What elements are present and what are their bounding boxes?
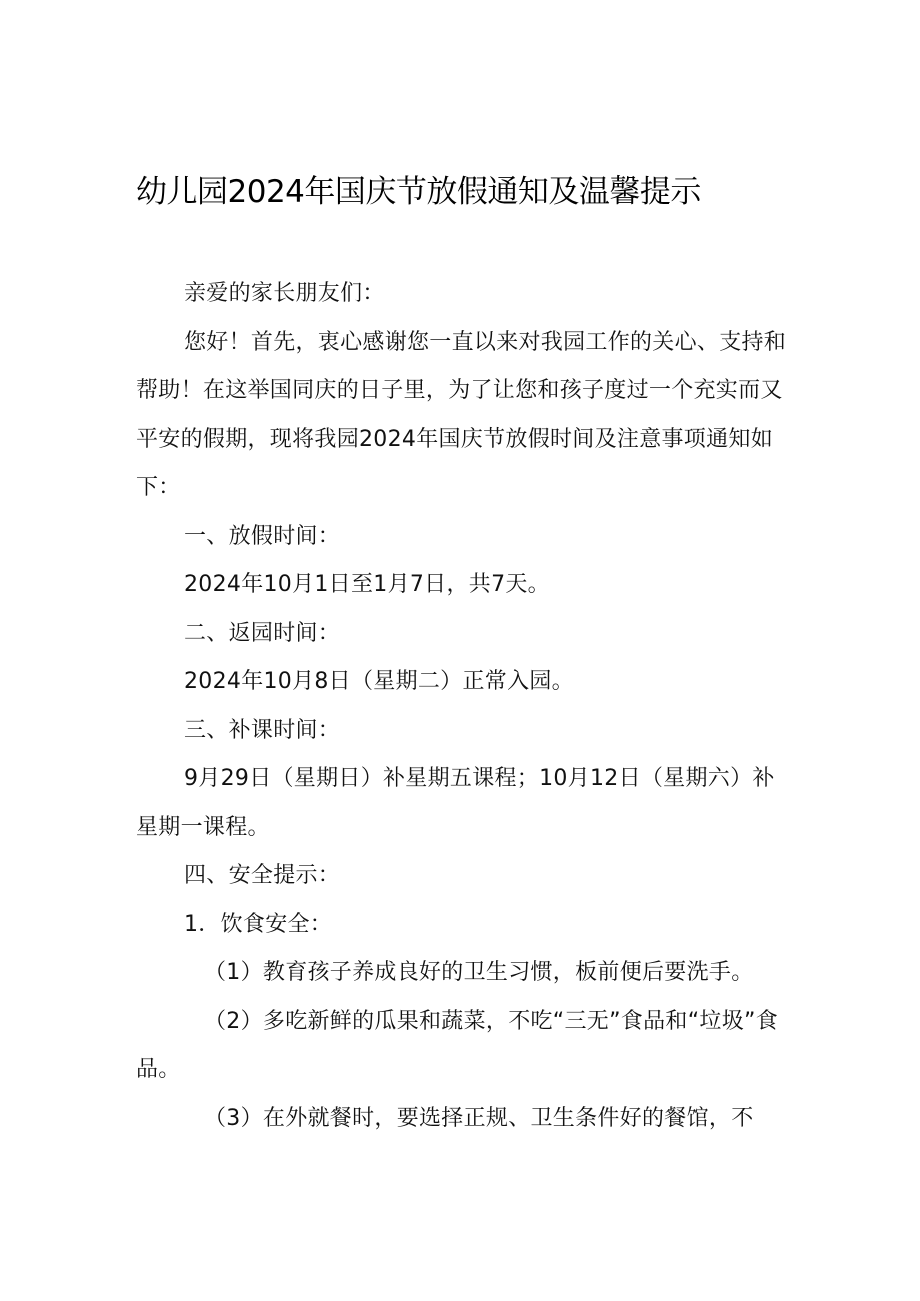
greeting: 亲爱的家长朋友们： bbox=[184, 281, 385, 306]
makeup-heading: 三、补课时间： bbox=[184, 717, 341, 743]
document-body bbox=[136, 270, 790, 1143]
makeup-text: 9月29日（星期日）补星期五课程；10月12日（星期六）补星期一课程。 bbox=[136, 766, 775, 840]
holiday-text: 2024年10月1日至1月7日，共7天。 bbox=[184, 572, 550, 597]
document-title: 幼儿园2024年国庆节放假通知及温馨提示 bbox=[136, 174, 701, 210]
intro-paragraph: 您好！首先，衷心感谢您一直以来对我园工作的关心、支持和帮助！在这举国同庆的日子里，为了让您和孩子度过一个充实而又平安的假期，现将我园2024年国庆节放假时间及注意事项通知如下： bbox=[136, 329, 787, 500]
return-text: 2024年10月8日（星期二）正常入园。 bbox=[184, 669, 574, 694]
food-item-1: （1）教育孩子养成良好的卫生习惯，板前便后要洗手。 bbox=[204, 960, 754, 985]
food-item-3: （3）在外就餐时，要选择正规、卫生条件好的餐馆，不 bbox=[204, 1105, 754, 1131]
food-item-2: （2）多吃新鲜的瓜果和蔬菜，不吃“三无”食品和“垃圾”食品。 bbox=[136, 1008, 778, 1082]
return-heading: 二、返园时间： bbox=[184, 620, 341, 646]
safety-heading: 四、安全提示： bbox=[184, 863, 341, 888]
holiday-heading: 一、放假时间： bbox=[184, 523, 341, 549]
food-heading: 1．饮食安全： bbox=[184, 911, 333, 937]
